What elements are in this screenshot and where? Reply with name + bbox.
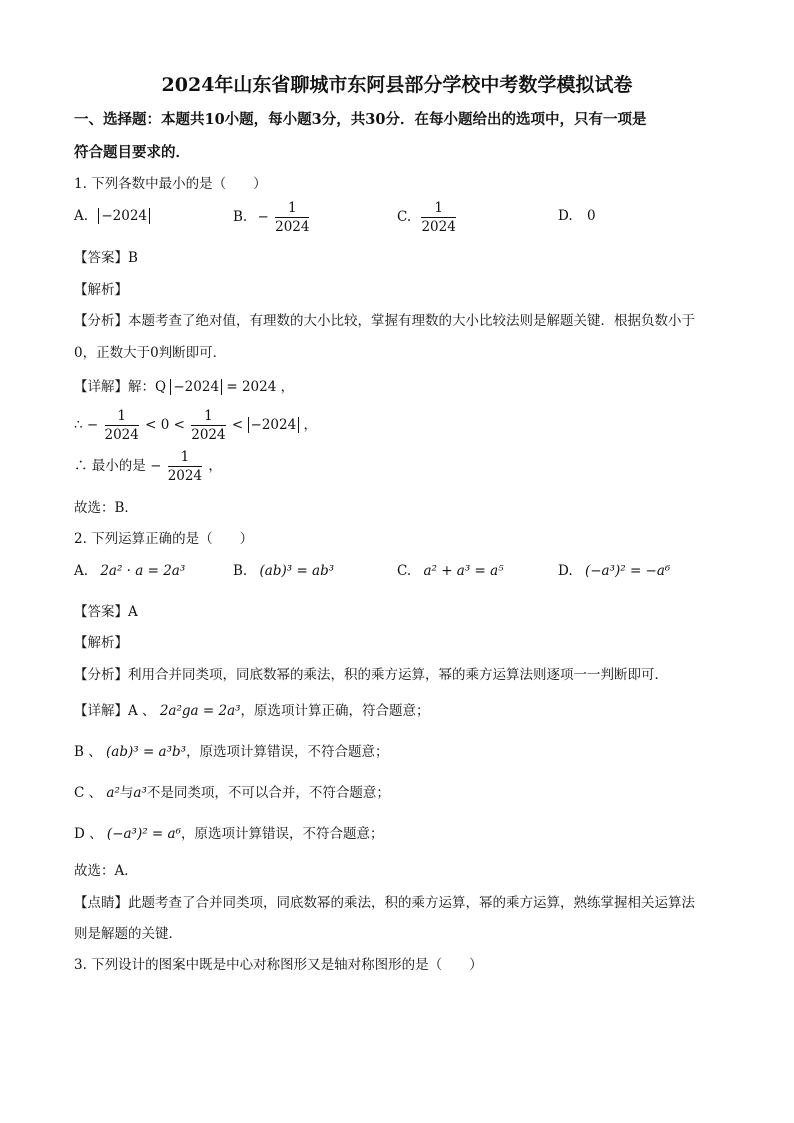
q1-option-c-num: 1 (421, 199, 455, 218)
q1-fenxi (74, 309, 695, 329)
q2-detail-b-text: ，原选项计算错误，不符合题意； (186, 744, 389, 760)
q2-option-a-label: A. (74, 563, 89, 579)
q1-fenxi-line2: 0，正数大于0判断即可． (74, 345, 227, 361)
q2-detail-d-math: (−a³)² = a⁶ (106, 826, 181, 842)
q1-ineq-den2: 2024 (191, 427, 226, 443)
q2-analysis-tag: 【解析】 (74, 635, 128, 651)
q1-smallest-num: 1 (168, 448, 202, 467)
q1-analysis-tag: 【解析】 (74, 282, 128, 298)
q1-option-b-label: B. (233, 209, 248, 225)
q2-option-c-math: a² + a³ = a⁵ (423, 563, 504, 579)
q2-option-d-label: D. (558, 563, 573, 579)
q1-inequality (74, 407, 317, 444)
q2-dianjing (74, 891, 695, 911)
q2-detail-tag: 【详解】 (74, 703, 128, 719)
q1-answer-value: B (128, 250, 138, 266)
q1-option-d-label: D. (558, 208, 573, 224)
q1-detail (74, 375, 294, 395)
q1-option-c-den: 2024 (421, 219, 456, 235)
q1-ineq-mid: < 0 < (145, 417, 185, 433)
q1-option-a-label: A. (74, 208, 89, 224)
q1-detail-abs: −2024 (170, 379, 222, 395)
q1-smallest-prefix: ∴ 最小的是 − (74, 458, 162, 474)
q2-detail-c-mid: 与 (119, 785, 134, 801)
q1-option-b-sign: − (257, 209, 269, 225)
q1-detail-tag: 【详解】 (74, 379, 128, 395)
q1-option-c (397, 199, 458, 236)
q3-stem: 3. 下列设计的图案中既是中心对称图形又是轴对称图形的是（ ） (74, 957, 483, 973)
q1-fenxi-line1: 本题考查了绝对值，有理数的大小比较，掌握有理数的大小比较法则是解题关键．根据负数小于 (128, 313, 695, 329)
q1-answer-tag: 【答案】 (74, 250, 128, 266)
q1-option-a-value: −2024 (98, 208, 150, 224)
q1-ineq-num2: 1 (191, 407, 225, 426)
q2-fenxi (74, 663, 668, 683)
q1-ineq-lt: < (231, 417, 244, 433)
q1-stem: 1. 下列各数中最小的是（ ） (74, 176, 267, 192)
q2-option-d-math: (−a³)² = −a⁶ (584, 563, 671, 579)
q1-option-c-label: C. (397, 209, 412, 225)
q1-option-d (558, 208, 596, 224)
page-title: 2024年山东省聊城市东阿县部分学校中考数学模拟试卷 (161, 74, 633, 96)
q2-detail-a-text: ，原选项计算正确，符合题意； (240, 703, 430, 719)
q1-option-d-value: 0 (586, 208, 596, 224)
q2-choose: 故选：A． (74, 863, 138, 879)
q2-answer-tag: 【答案】 (74, 604, 128, 620)
q2-detail-b (74, 740, 389, 760)
q1-option-b-den: 2024 (275, 219, 310, 235)
q2-dianjing-line2: 则是解题的关键． (74, 926, 182, 942)
q1-ineq-end: ， (303, 417, 317, 433)
q1-smallest (74, 448, 222, 485)
q1-option-a (74, 208, 150, 224)
q2-detail-d-text: ，原选项计算错误，不符合题意； (181, 826, 384, 842)
q2-detail-c-math1: a² (106, 785, 120, 801)
section-heading-line1: 一、选择题：本题共10小题，每小题3分，共30分．在每小题给出的选项中，只有一项是 (74, 111, 647, 128)
q2-detail-a-prefix: A 、 (128, 703, 156, 719)
section-heading-line2: 符合题目要求的． (74, 144, 190, 161)
q1-detail-prefix: 解：Q (128, 379, 167, 395)
q1-smallest-den: 2024 (167, 468, 203, 484)
q2-detail-a-math: 2a²ga = 2a³ (159, 703, 241, 719)
q2-detail-c-prefix: C 、 (74, 785, 103, 801)
q2-detail-a (74, 699, 430, 719)
q2-detail-c-text: 不是同类项，不可以合并，不符合题意； (146, 785, 390, 801)
q2-option-a-math: 2a² · a = 2a³ (100, 563, 186, 579)
q2-option-b (233, 563, 334, 579)
q2-answer (74, 600, 138, 620)
q1-ineq-therefore: ∴ − (74, 417, 99, 433)
q1-option-b (233, 199, 311, 236)
q2-detail-d-prefix: D 、 (74, 826, 103, 842)
q2-detail-c-math2: a³ (133, 785, 147, 801)
q2-detail-c (74, 781, 390, 801)
q2-option-d (558, 563, 670, 579)
q1-answer (74, 246, 138, 266)
q1-smallest-end: ， (208, 458, 222, 474)
q1-ineq-num: 1 (105, 407, 139, 426)
q2-option-a (74, 563, 185, 579)
q1-ineq-abs: −2024 (248, 417, 300, 433)
q2-option-b-label: B. (233, 563, 248, 579)
q2-option-c (397, 563, 504, 579)
q1-fenxi-tag: 【分析】 (74, 313, 128, 329)
q2-fenxi-tag: 【分析】 (74, 667, 128, 683)
q2-option-b-math: (ab)³ = ab³ (259, 563, 335, 579)
q1-option-b-num: 1 (275, 199, 309, 218)
q2-detail-b-math: (ab)³ = a³b³ (106, 744, 187, 760)
q2-option-c-label: C. (397, 563, 412, 579)
q1-choose: 故选：B． (74, 500, 138, 516)
q2-detail-d (74, 822, 384, 842)
q2-dianjing-line1: 此题考查了合并同类项，同底数幂的乘法，积的乘方运算，幂的乘方运算，熟练掌握相关运算法 (128, 895, 695, 911)
q1-detail-eq: = 2024 ， (226, 379, 295, 395)
q2-detail-b-prefix: B 、 (74, 744, 102, 760)
q2-stem: 2. 下列运算正确的是（ ） (74, 531, 254, 547)
q2-answer-value: A (128, 604, 138, 620)
q2-dianjing-tag: 【点睛】 (74, 895, 128, 911)
q1-ineq-den: 2024 (104, 427, 139, 443)
q2-fenxi-text: 利用合并同类项，同底数幂的乘法，积的乘方运算，幂的乘方运算法则逐项一一判断即可． (128, 667, 668, 683)
